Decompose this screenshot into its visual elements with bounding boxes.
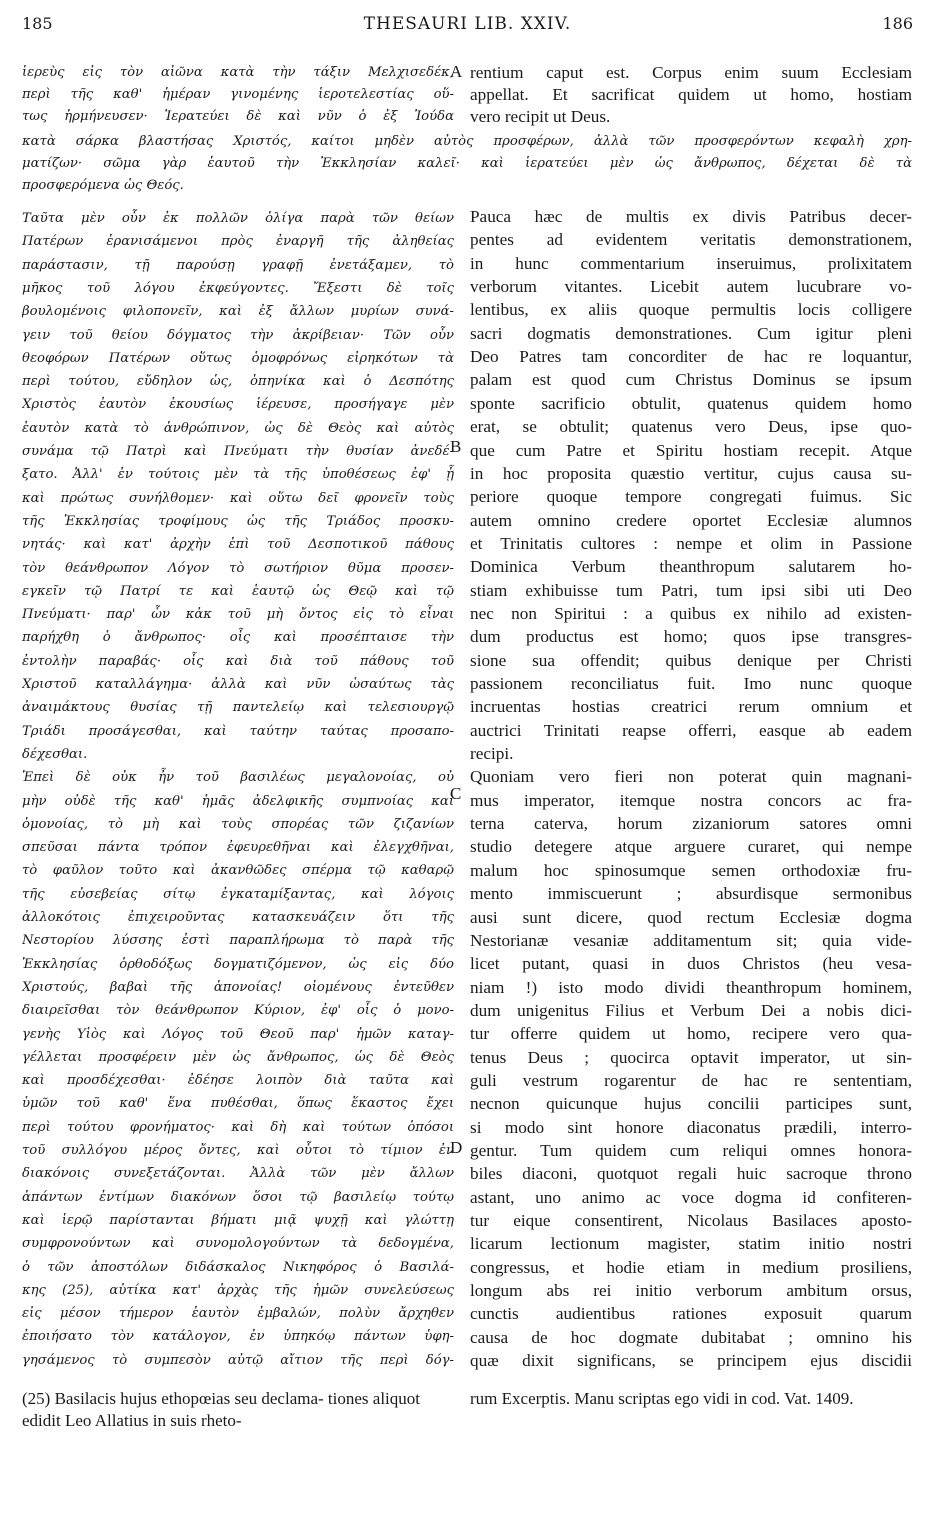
latin-line: niam !) isto modo dividi theanthropum hominem, (470, 977, 912, 997)
greek-line: συμφρονούντων καὶ συνομολογούντων τὰ δεδογμένα, (22, 1236, 454, 1252)
latin-line: Pauca hæc de multis ex divis Patribus decer- (470, 207, 912, 226)
latin-line: si modo sint honore diaconatus prædili, interro- (470, 1117, 912, 1137)
latin-line: stiam exhibuisse tum Patri, tum ipsi sibi uti Deo (470, 580, 912, 600)
greek-line: συνάμα τῷ Πατρὶ καὶ Πνεύματι τὴν θυσίαν ἀνεδέ- (22, 444, 454, 459)
greek-line: εἰς μέσον τήμερον ἑαυτὸν ἐμβαλών, πολὺν ἄρχηθεν (22, 1306, 454, 1322)
greek-line: ἑαυτὸν κατὰ τὸ ἀνθρώπινον, ὡς δὲ Θεὸς καὶ αὐτὸς (22, 420, 454, 436)
page-number-right: 186 (882, 14, 913, 33)
latin-line: malum hoc spinosumque semen orthodoxiæ fru- (470, 860, 912, 880)
latin-line: tenus Deus ; quocirca optavit imperator, ut sin- (470, 1047, 912, 1067)
latin-line: sacri dogmatis demonstrationes. Cum igitur pleni (470, 323, 912, 343)
latin-line: Deo Patres tam concorditer de hac re loquantur, (470, 347, 912, 367)
latin-line: incruentas hostias creatrici rerum omnium et (470, 697, 912, 717)
greek-line: κης (25), αὐτίκα κατ' ἀρχὰς τῆς ἡμῶν συνελεύσεως (22, 1282, 454, 1298)
latin-line: quæ dixit significans, se principem ejus discidii (470, 1351, 912, 1371)
greek-line: ἀλλοκότοις ἐπιχειροῦντας κατασκευάζειν ὅτι τῆς (22, 910, 454, 925)
greek-line: γενὴς Υἱὸς καὶ Λόγος τοῦ Θεοῦ παρ' ἡμῶν καταγ- (22, 1026, 454, 1042)
greek-line: γειν τοῦ θείου δόγματος τὴν ἀκρίβειαν· Τῶν οὖν (22, 327, 454, 343)
greek-line: μὴν οὐδὲ τῆς καθ' ἡμᾶς ἀδελφικῆς συμπνοίας καὶ (22, 793, 454, 809)
latin-line: cunctis audientibus rationes exposuit quarum (470, 1304, 912, 1324)
greek-line: Νεστορίου λύσσης ἐστὶ παραπλήρωμα τὸ παρὰ τῆς (22, 933, 454, 949)
latin-line: erat, se obtulit; quatenus vero Deus, ipse quo- (470, 417, 912, 437)
greek-line: καὶ ἱερῷ παρίστανται βήματι μιᾷ ψυχῇ καὶ γλώττῃ (22, 1212, 454, 1228)
greek-line: δέχεσθαι. (22, 746, 88, 762)
latin-line: congressus, et hodie etiam in medium prosiliens, (470, 1257, 912, 1277)
greek-line: ἁπάντων ἐντίμων διακόνων ὅσοι τῷ βασιλείῳ τούτῳ (22, 1189, 454, 1205)
latin-line: pentes ad evidentem veritatis demonstrationem, (470, 230, 912, 250)
latin-line: guli vestrum rogarentur de hac re sententiam, (470, 1070, 912, 1090)
greek-line: ἐντολὴν παραβάς· οἷς καὶ διὰ τοῦ πάθους τοῦ (22, 653, 454, 669)
latin-line: studio detegere atque arguere curaret, qui nempe (470, 837, 912, 857)
greek-line: τὸ φαῦλον τοῦτο καὶ ἀκανθῶδες σπέρμα τῷ καθαρῷ (22, 863, 454, 879)
latin-line: ausi sunt dicere, quod rectum Ecclesiæ dogma (470, 907, 912, 927)
margin-letter: D (450, 1138, 463, 1157)
greek-line: Ἐκκλησίας ὀρθοδόξως δογματιζόμενον, ὡς εἰς δύο (22, 956, 454, 972)
greek-line: ὁ τῶν ἀποστόλων διδάσκαλος Νικηφόρος ὁ Βασιλά- (22, 1259, 454, 1275)
greek-line: περὶ τούτου φρονήματος· καὶ δὴ καὶ τούτων ὁπόσοι (22, 1119, 454, 1135)
footnote-left: (25) Basilacis hujus ethopœias seu declama- tiones aliquot edidit Leo Allatius in suis rheto- (22, 1389, 420, 1430)
latin-line: biles diaconi, quotquot regali huic sacroque throno (470, 1164, 912, 1184)
latin-line: sione sua offendit; quibus denique per Christi (470, 650, 912, 670)
greek-line: περὶ τούτου, εὔδηλον ὡς, ὁπηνίκα καὶ ὁ Δεσπότης (22, 374, 454, 390)
greek-line: Τριάδι προσάγεσθαι, καὶ ταύτην ταύτας προσαπο- (22, 723, 454, 739)
greek-line: ἐποιήσατο τὸν κατάλογον, ἐν ὑπηκόῳ πάντων ὑφη- (22, 1329, 454, 1345)
top-greek-line: τως ἡρμήνευσεν· Ἱερατεύει δὲ καὶ νῦν ὁ ἐξ Ἰούδα (22, 109, 454, 124)
latin-line: dum unigenitus Filius et Verbum Dei a nobis dici- (470, 1000, 912, 1020)
greek-line: μῆκος τοῦ λόγου ἐκφεύγοντες. Ἔξεστι δὲ τοῖς (22, 280, 454, 296)
greek-line: ὁμονοίας, τὸ μὴ καὶ τοὺς σπορέας τῶν ζιζανίων (22, 816, 454, 832)
top-full-line: κατὰ σάρκα βλαστήσας Χριστός, καίτοι μηδὲν αὐτὸς προσφέρων, ἀλλὰ τῶν προσφερόντων κεφαλὴ χρη- (22, 134, 912, 149)
page-number-left: 185 (22, 14, 53, 33)
latin-line: necnon quicunque hujus concilii participes sunt, (470, 1094, 912, 1114)
latin-line: in hoc proposita quæstio vertitur, cujus causa su- (470, 463, 912, 483)
greek-line: Χριστοῦ καταλλάγημα· ἀλλὰ καὶ νῦν ὡσαύτως τὰς (22, 677, 454, 692)
latin-line: que cum Patre et Spiritu hostiam recepit. Atque (470, 440, 912, 460)
greek-line: Πατέρων ἐρανισάμενοι πρὸς ἐναργῆ τῆς ἀληθείας (22, 234, 454, 250)
greek-line: τοῦ συλλόγου μέρος ὄντες, καὶ οὗτοι τὸ τίμιον ἐν (22, 1143, 454, 1158)
margin-letter-a: A (450, 62, 463, 81)
top-full-line: προσφερόμενα ὡς Θεός. (22, 178, 184, 193)
margin-letter: B (450, 437, 462, 456)
greek-line: διαιρεῖσθαι τὸν θεάνθρωπον Κύριον, ἐφ' οἷς ὁ μονο- (22, 1003, 454, 1019)
top-full-line: ματίζων· σῶμα γὰρ ἑαυτοῦ τὴν Ἐκκλησίαν καλεῖ· καὶ ἱερατεύει μὲν ὡς ἄνθρωπος, δέχεται δὲ τὰ (22, 156, 912, 171)
greek-line: γησάμενος τὸ συμπεσὸν αὐτῷ αἴτιον τῆς περὶ δόγ- (22, 1352, 454, 1368)
latin-line: lentibus, ex aliis quoque permultis locis colligere (470, 300, 912, 320)
top-latin-line: appellat. Et sacrificat quidem ut homo, hostiam (470, 85, 912, 104)
greek-line: Ἐπεὶ δὲ οὐκ ἦν τοῦ βασιλέως μεγαλονοίας, οὐ (22, 770, 454, 786)
margin-letter: C (450, 784, 462, 803)
latin-line: terna caterva, horum zizaniorum satores omni (470, 814, 912, 834)
greek-line: νητάς· καὶ κατ' ἀρχὴν ἐπὶ τοῦ Δεσποτικοῦ πάθους (22, 537, 454, 553)
page-header (0, 0, 935, 40)
latin-line: verborum vitantes. Licebit autem lucubrare vo- (470, 277, 912, 297)
latin-line: licarum lectionum magister, statim initio nostri (470, 1234, 912, 1254)
latin-line: tur offerre quidem ut homo, recipere vero qua- (470, 1024, 912, 1044)
greek-line: γέλλεται προσφέρειν μὲν ὡς ἄνθρωπος, ὡς δὲ Θεὸς (22, 1049, 454, 1065)
latin-line: passionem reconciliatus fuit. Imo nunc quoque (470, 674, 912, 693)
greek-line: εγκεῖν τῷ Πατρί τε καὶ ἑαυτῷ ὡς Θεῷ καὶ τῷ (22, 583, 454, 599)
latin-line: recipi. (470, 744, 514, 764)
greek-line: παράστασιν, τῇ παρούσῃ γραφῇ ἐνετάξαμεν, τὸ (22, 257, 454, 273)
greek-line: καὶ πρώτως συνήλθομεν· καὶ οὕτω δεῖ φρονεῖν τοὺς (22, 490, 454, 506)
greek-line: παρήχθη ὁ ἄνθρωπος· οἷς καὶ προσέπταισε τὴν (22, 630, 454, 646)
greek-line: τὸν θεάνθρωπον Λόγον τὸ σωτήριον θῦμα προσεν- (22, 560, 454, 576)
top-latin-line: rentium caput est. Corpus enim suum Ecclesiam (470, 63, 912, 82)
latin-line: licet putant, quasi in duos Christos (heu vesa- (470, 954, 912, 974)
latin-line: autem omnino credere oportet Ecclesiæ alumnos (470, 510, 912, 530)
greek-line: καὶ προσδέχεσθαι· ἐδέησε λοιπὸν διὰ ταῦτα καὶ (22, 1073, 454, 1089)
latin-line: in hunc commentarium inseruimus, prolixitatem (470, 253, 912, 273)
latin-line: nec non Spiritui : a quibus ex nihilo ad existen- (470, 603, 912, 623)
latin-line: Nestorianæ vesaniæ additamentum sit; quia vide- (470, 930, 912, 950)
latin-line: gentur. Tum quidem cum reliqui omnes honora- (470, 1141, 912, 1160)
greek-line: ξατο. Ἀλλ' ἐν τούτοις μὲν τὰ τῆς ὑποθέσεως ἐφ' ᾗ (22, 467, 454, 483)
footnote-right: rum Excerptis. Manu scriptas ego vidi in cod. Vat. 1409. (470, 1389, 854, 1408)
latin-line: mento immiscuerunt ; absurdisque sermonibus (470, 884, 912, 904)
latin-line: mus imperator, itemque nostra concors ac fra- (470, 790, 912, 810)
latin-line: et Trinitatis cultores : nempe et olim in Passione (470, 533, 912, 553)
greek-line: τῆς εὐσεβείας σίτῳ ἐγκαταμίξαντας, καὶ λόγοις (22, 886, 454, 902)
latin-line: periore quoque tempore congregati fuimus. Sic (470, 487, 912, 507)
running-title: THESAURI LIB. XXIV. (363, 14, 572, 34)
greek-line: ὑμῶν τοῦ καθ' ἕνα πυθέσθαι, ὅπως ἕκαστος ἔχει (22, 1096, 454, 1112)
latin-line: auctrici Trinitati reapse offerri, easque ab eadem (470, 720, 912, 740)
greek-line: Πνεύματι· παρ' ὧν κἀκ τοῦ μὴ ὄντος εἰς τὸ εἶναι (22, 607, 454, 623)
latin-line: causa de hoc dogmate dubitabat ; omnino his (470, 1327, 912, 1347)
greek-line: διακόνοις συνεξετάζονται. Ἀλλὰ τῶν μὲν ἄλλων (22, 1166, 454, 1182)
top-latin-line: vero recipit ut Deus. (470, 107, 611, 126)
top-greek-line: περὶ τῆς καθ' ἡμέραν γινομένης ἱεροτελεστίας οὕ- (22, 87, 454, 102)
greek-line: τῆς Ἐκκλησίας τροφίμους ὡς τῆς Τριάδος προσκυ- (22, 513, 454, 529)
greek-line: Χριστὸς ἑαυτὸν ἑκουσίως ἱέρευσε, προσήγαγε μὲν (22, 397, 454, 413)
latin-line: tur eique consentirent, Nicolaus Basilaces aposto- (470, 1211, 912, 1231)
latin-line: palam est quod cum Christus Dominus se ipsum (470, 370, 912, 390)
greek-line: σπεῦσαι πάντα τρόπον ἐφευρεθῆναι καὶ ἐλεγχθῆναι, (22, 840, 454, 856)
latin-line: astant, uno animo ac voce dogma id confiteren- (470, 1187, 912, 1207)
greek-line: Χριστούς, βαβαὶ τῆς ἀπονοίας! οἰομένους ἐντεῦθεν (22, 979, 454, 995)
latin-line: Dominica Verbum theanthropum salutarem ho- (470, 557, 912, 577)
latin-line: Quoniam vero fieri non poterat quin magnani- (470, 767, 912, 787)
top-greek-line: ἱερεὺς εἰς τὸν αἰῶνα κατὰ τὴν τάξιν Μελχισεδέκ, (22, 65, 454, 80)
greek-line: βουλομένοις φιλοπονεῖν, καὶ ἐξ ἄλλων μυρίων συνά- (22, 304, 454, 320)
greek-line: θεοφόρων Πατέρων οὕτως ὁμοφρόνως εἰρηκότων τὰ (22, 350, 454, 366)
latin-line: sponte sacrificio obtulit, quatenus quidem homo (470, 393, 912, 413)
greek-line: ἀναιμάκτους θυσίας τῇ παντελείῳ καὶ τελεσιουργῷ (22, 700, 454, 716)
latin-line: longum abs rei initio verborum ambitum orsus, (470, 1281, 912, 1301)
greek-line: Ταῦτα μὲν οὖν ἐκ πολλῶν ὀλίγα παρὰ τῶν θείων (22, 211, 454, 226)
latin-line: dum productus est homo; quos ipse transgres- (470, 627, 912, 647)
